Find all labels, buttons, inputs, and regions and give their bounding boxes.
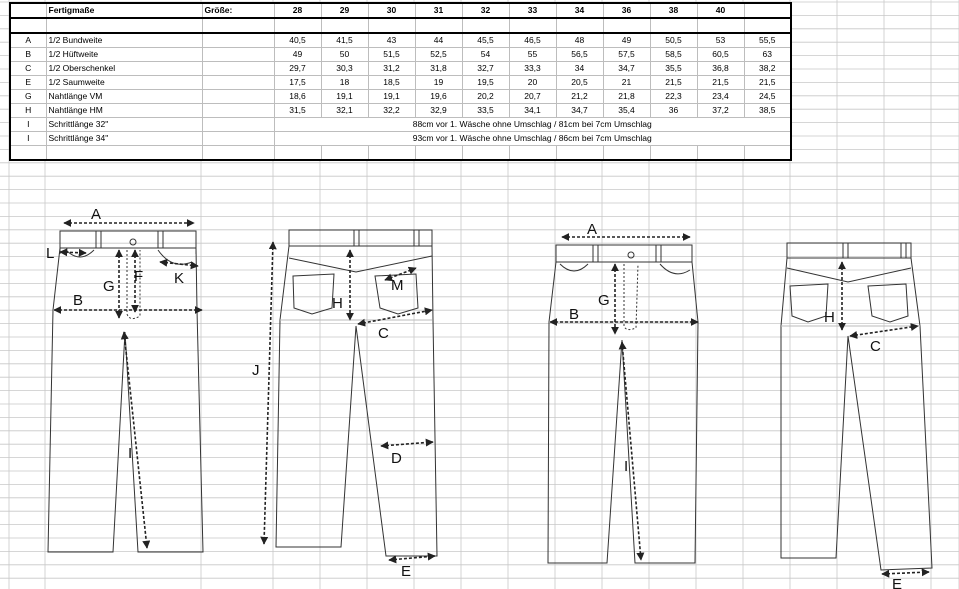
measure-name[interactable]: Nahtlänge HM [46,104,202,118]
empty-cell[interactable] [462,146,509,161]
value-cell[interactable]: 19,1 [321,90,368,104]
empty-cell[interactable] [697,146,744,161]
label-f: F [134,268,144,285]
empty-cell[interactable] [202,76,274,90]
value-cell[interactable]: 43 [368,33,415,48]
size-header-cell[interactable]: 29 [321,3,368,18]
value-cell[interactable]: 20,5 [556,76,603,90]
empty-cell[interactable] [202,18,274,33]
value-cell[interactable]: 30,3 [321,62,368,76]
empty-cell[interactable] [202,104,274,118]
value-cell[interactable]: 35,5 [650,62,697,76]
measurement-row [10,76,791,90]
measure-name[interactable]: 1/2 Bundweite [46,33,202,48]
back-view-left [276,230,437,556]
label-h: H [332,295,343,312]
measure-name[interactable]: Nahtlänge VM [46,90,202,104]
value-cell[interactable]: 50,5 [650,33,697,48]
empty-cell[interactable] [509,18,556,33]
value-cell[interactable]: 48 [556,33,603,48]
empty-cell[interactable] [321,146,368,161]
spacer-row [10,146,791,161]
value-cell[interactable]: 32,9 [415,104,462,118]
label-a: A [91,206,102,223]
value-cell[interactable]: 21,2 [556,90,603,104]
size-header-cell[interactable]: 33 [509,3,556,18]
label-b: B [569,306,580,323]
empty-cell[interactable] [202,48,274,62]
empty-cell[interactable] [368,18,415,33]
value-cell[interactable]: 55 [509,48,556,62]
size-chart-table [9,2,792,161]
value-cell[interactable]: 22,3 [650,90,697,104]
measure-name[interactable]: 1/2 Saumweite [46,76,202,90]
value-cell[interactable]: 41,5 [321,33,368,48]
value-cell[interactable]: 19,6 [415,90,462,104]
label-c: C [378,325,389,342]
value-cell[interactable]: 21,5 [650,76,697,90]
value-cell[interactable]: 34,7 [556,104,603,118]
empty-cell[interactable] [650,146,697,161]
empty-cell[interactable] [46,146,202,161]
value-cell[interactable]: 38,5 [744,104,791,118]
label-l: L [46,245,55,262]
measurement-row [10,90,791,104]
inseam-row [10,118,791,132]
empty-cell[interactable] [202,132,274,146]
measurement-row [10,62,791,76]
size-header-cell[interactable]: 34 [556,3,603,18]
label-b: B [73,292,84,309]
value-cell[interactable]: 20,2 [462,90,509,104]
value-cell[interactable]: 49 [274,48,321,62]
measure-name[interactable]: Schrittlänge 34" [46,132,202,146]
empty-cell[interactable] [202,118,274,132]
label-d: D [391,450,402,467]
empty-cell[interactable] [603,18,650,33]
size-header-cell[interactable]: 38 [650,3,697,18]
value-cell[interactable]: 58,5 [650,48,697,62]
back-left-measures [264,242,435,560]
empty-cell[interactable] [321,18,368,33]
inseam-note[interactable]: 93cm vor 1. Wäsche ohne Umschlag / 86cm bei 7cm Umschlag [274,132,791,146]
value-cell[interactable]: 34 [556,62,603,76]
inseam-note[interactable]: 88cm vor 1. Wäsche ohne Umschlag / 81cm bei 7cm Umschlag [274,118,791,132]
value-cell[interactable]: 18,6 [274,90,321,104]
empty-cell[interactable] [202,90,274,104]
measurement-row [10,48,791,62]
measurement-row [10,104,791,118]
label-a: A [587,221,598,238]
empty-cell[interactable] [368,146,415,161]
label-m: M [391,277,404,294]
measure-name[interactable]: 1/2 Oberschenkel [46,62,202,76]
value-cell[interactable]: 50 [321,48,368,62]
empty-cell[interactable] [274,18,321,33]
value-cell[interactable]: 21,5 [697,76,744,90]
value-cell[interactable]: 32,7 [462,62,509,76]
value-cell[interactable]: 38,2 [744,62,791,76]
value-cell[interactable]: 56,5 [556,48,603,62]
empty-cell[interactable] [697,18,744,33]
empty-cell[interactable] [10,146,46,161]
measurement-row [10,33,791,48]
empty-cell[interactable] [202,146,274,161]
value-cell[interactable]: 31,2 [368,62,415,76]
value-cell[interactable]: 20 [509,76,556,90]
value-cell[interactable]: 21 [603,76,650,90]
empty-cell[interactable] [556,18,603,33]
value-cell[interactable]: 23,4 [697,90,744,104]
size-header-cell[interactable]: 31 [415,3,462,18]
empty-cell[interactable] [202,62,274,76]
value-cell[interactable]: 40,5 [274,33,321,48]
empty-cell[interactable] [462,18,509,33]
empty-cell[interactable] [46,18,202,33]
label-e: E [401,563,412,580]
value-cell[interactable]: 29,7 [274,62,321,76]
empty-cell[interactable] [415,18,462,33]
size-header-cell[interactable]: 40 [697,3,744,18]
value-cell[interactable]: 19,5 [462,76,509,90]
value-cell[interactable]: 24,5 [744,90,791,104]
value-cell[interactable]: 32,1 [321,104,368,118]
label-j: J [252,362,260,379]
empty-cell[interactable] [415,146,462,161]
value-cell[interactable]: 44 [415,33,462,48]
empty-cell[interactable] [744,146,791,161]
empty-cell[interactable] [744,18,791,33]
value-cell[interactable]: 18 [321,76,368,90]
measure-code[interactable]: I [10,118,46,132]
value-cell[interactable]: 21,8 [603,90,650,104]
value-cell[interactable]: 63 [744,48,791,62]
value-cell[interactable]: 57,5 [603,48,650,62]
value-cell[interactable]: 19,1 [368,90,415,104]
label-e: E [892,576,903,589]
jeans-sketches [0,190,959,589]
value-cell[interactable]: 55,5 [744,33,791,48]
front-right-labels [569,221,628,475]
value-cell[interactable]: 34,1 [509,104,556,118]
value-cell[interactable]: 31,8 [415,62,462,76]
empty-cell[interactable] [10,3,46,18]
value-cell[interactable]: 35,4 [603,104,650,118]
value-cell[interactable]: 60,5 [697,48,744,62]
spacer-row [10,18,791,33]
measure-code[interactable]: I [10,132,46,146]
value-cell[interactable]: 52,5 [415,48,462,62]
value-cell[interactable]: 34,7 [603,62,650,76]
label-h: H [824,309,835,326]
value-cell[interactable]: 37,2 [697,104,744,118]
measure-code[interactable]: A [10,33,46,48]
measure-code[interactable]: H [10,104,46,118]
measure-code[interactable]: C [10,62,46,76]
inseam-row [10,132,791,146]
measure-code[interactable]: B [10,48,46,62]
header-row [10,3,791,18]
value-cell[interactable]: 45,5 [462,33,509,48]
value-cell[interactable]: 51,5 [368,48,415,62]
back-right-labels [824,309,902,589]
front-view-right [548,245,698,563]
size-label[interactable]: Größe: [202,3,274,18]
value-cell[interactable]: 53 [697,33,744,48]
value-cell[interactable]: 20,7 [509,90,556,104]
back-right-measures [842,262,929,574]
size-header-cell[interactable] [744,3,791,18]
value-cell[interactable]: 17,5 [274,76,321,90]
empty-cell[interactable] [10,18,46,33]
measure-name[interactable]: Schrittlänge 32" [46,118,202,132]
empty-cell[interactable] [509,146,556,161]
label-c: C [870,338,881,355]
value-cell[interactable]: 18,5 [368,76,415,90]
size-header-cell[interactable]: 32 [462,3,509,18]
empty-cell[interactable] [603,146,650,161]
measure-code[interactable]: E [10,76,46,90]
empty-cell[interactable] [274,146,321,161]
measure-code[interactable]: G [10,90,46,104]
back-view-right [781,243,932,570]
value-cell[interactable]: 33,5 [462,104,509,118]
value-cell[interactable]: 36,8 [697,62,744,76]
label-g: G [103,278,115,295]
value-cell[interactable]: 19 [415,76,462,90]
label-k: K [174,270,185,287]
size-header-cell[interactable]: 36 [603,3,650,18]
value-cell[interactable]: 33,3 [509,62,556,76]
label-i: I [624,458,629,475]
value-cell[interactable]: 36 [650,104,697,118]
size-header-cell[interactable]: 28 [274,3,321,18]
value-cell[interactable]: 31,5 [274,104,321,118]
value-cell[interactable]: 49 [603,33,650,48]
header-label[interactable]: Fertigmaße [46,3,202,18]
size-header-cell[interactable]: 30 [368,3,415,18]
value-cell[interactable]: 46,5 [509,33,556,48]
label-i: I [128,445,133,462]
empty-cell[interactable] [202,33,274,48]
empty-cell[interactable] [650,18,697,33]
value-cell[interactable]: 54 [462,48,509,62]
label-g: G [598,292,610,309]
measure-name[interactable]: 1/2 Hüftweite [46,48,202,62]
value-cell[interactable]: 32,2 [368,104,415,118]
empty-cell[interactable] [556,146,603,161]
value-cell[interactable]: 21,5 [744,76,791,90]
